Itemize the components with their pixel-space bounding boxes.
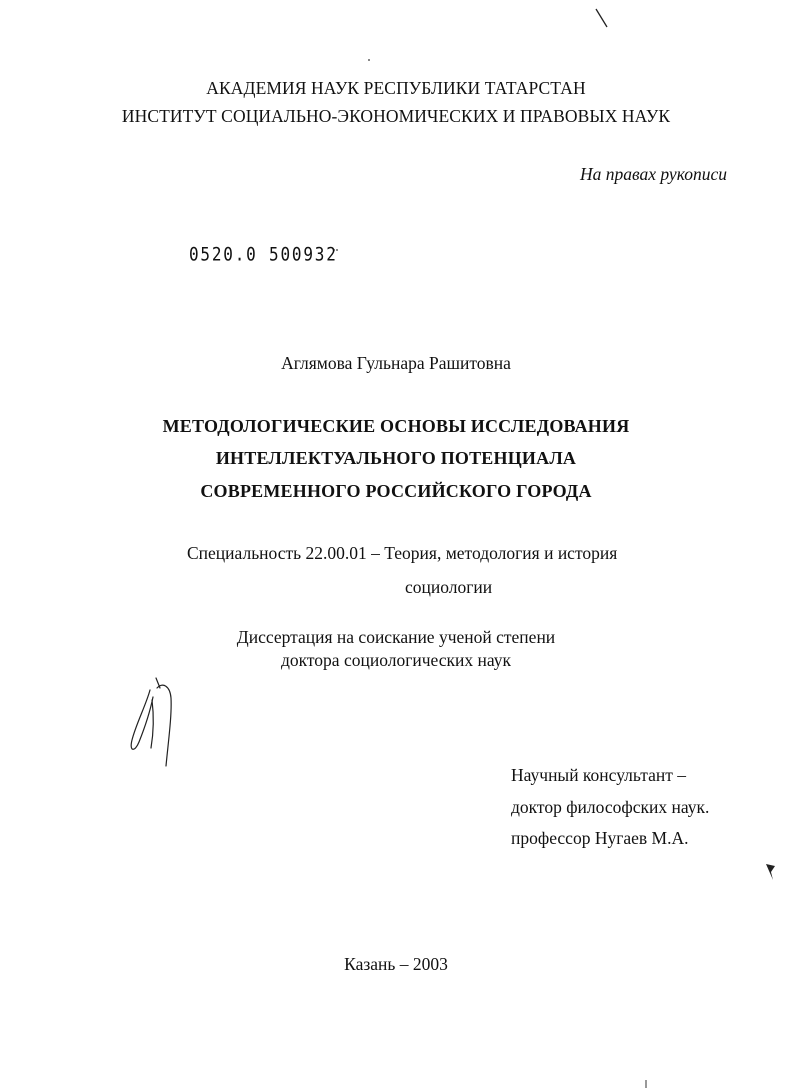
organization-name: АКАДЕМИЯ НАУК РЕСПУБЛИКИ ТАТАРСТАН (206, 78, 586, 98)
rights-notice: На правах рукописи (580, 164, 727, 184)
specialty-continuation: социологии (405, 577, 493, 597)
scan-dot-mark (368, 59, 370, 61)
specialty-line: Специальность 22.00.01 – Теория, методология и история (187, 543, 618, 563)
degree-line: доктора социологических наук (280, 650, 512, 670)
author-name: Аглямова Гульнара Рашитовна (281, 353, 511, 373)
place-and-year: Казань – 2003 (344, 954, 448, 974)
title-line: СОВРЕМЕННОГО РОССИЙСКОГО ГОРОДА (200, 481, 592, 501)
consultant-degree: доктор философских наук. (511, 797, 710, 817)
scan-stroke-mark (596, 9, 607, 27)
title-line: ИНТЕЛЛЕКТУАЛЬНОГО ПОТЕНЦИАЛА (215, 448, 577, 468)
institute-name: ИНСТИТУТ СОЦИАЛЬНО-ЭКОНОМИЧЕСКИХ И ПРАВОВЫХ НАУК (121, 106, 671, 126)
consultant-name: профессор Нугаев М.А. (511, 828, 689, 848)
scan-margin-mark (766, 864, 775, 880)
library-code: 0520.0 500932 (189, 243, 338, 265)
consultant-label: Научный консультант – (511, 765, 686, 785)
title-line: МЕТОДОЛОГИЧЕСКИЕ ОСНОВЫ ИССЛЕДОВАНИЯ (162, 416, 630, 436)
degree-line: Диссертация на соискание ученой степени (236, 627, 556, 647)
signature-image (131, 678, 171, 766)
